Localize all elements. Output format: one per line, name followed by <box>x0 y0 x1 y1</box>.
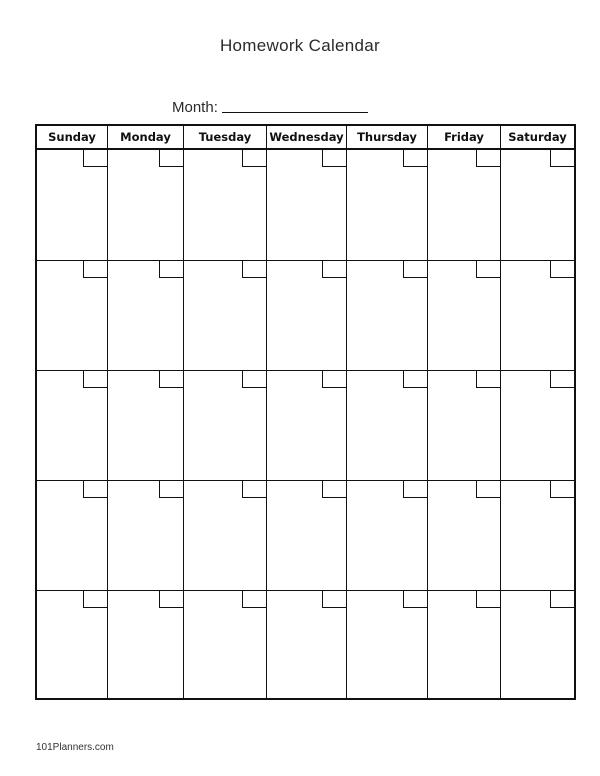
date-number-box[interactable] <box>322 591 346 608</box>
weekday-header-wednesday: Wednesday <box>266 126 346 148</box>
weekday-header-monday: Monday <box>107 126 183 148</box>
day-cell[interactable] <box>266 371 346 480</box>
footer-source: 101Planners.com <box>36 742 114 753</box>
date-number-box[interactable] <box>83 371 107 388</box>
day-cell[interactable] <box>107 481 183 590</box>
day-cell[interactable] <box>500 261 574 370</box>
weekday-header-tuesday: Tuesday <box>183 126 266 148</box>
day-cell[interactable] <box>500 150 574 260</box>
date-number-box[interactable] <box>83 591 107 608</box>
weekday-header-friday: Friday <box>427 126 500 148</box>
week-row <box>37 370 574 480</box>
page-title: Homework Calendar <box>219 36 381 55</box>
day-cell[interactable] <box>346 371 427 480</box>
date-number-box[interactable] <box>322 481 346 498</box>
date-number-box[interactable] <box>242 150 266 167</box>
day-cell[interactable] <box>346 150 427 260</box>
day-cell[interactable] <box>266 261 346 370</box>
date-number-box[interactable] <box>403 481 427 498</box>
week-row <box>37 260 574 370</box>
date-number-box[interactable] <box>322 371 346 388</box>
date-number-box[interactable] <box>159 481 183 498</box>
day-cell[interactable] <box>500 591 574 698</box>
date-number-box[interactable] <box>159 150 183 167</box>
calendar-grid <box>35 124 576 700</box>
day-cell[interactable] <box>37 481 107 590</box>
weekday-header-thursday: Thursday <box>346 126 427 148</box>
day-cell[interactable] <box>427 371 500 480</box>
day-cell[interactable] <box>500 371 574 480</box>
day-cell[interactable] <box>183 261 266 370</box>
day-cell[interactable] <box>427 150 500 260</box>
date-number-box[interactable] <box>242 261 266 278</box>
day-cell[interactable] <box>183 150 266 260</box>
date-number-box[interactable] <box>550 371 574 388</box>
day-cell[interactable] <box>183 481 266 590</box>
day-cell[interactable] <box>107 150 183 260</box>
day-cells-grid <box>37 150 574 698</box>
day-cell[interactable] <box>266 481 346 590</box>
date-number-box[interactable] <box>476 150 500 167</box>
date-number-box[interactable] <box>550 481 574 498</box>
day-cell[interactable] <box>346 261 427 370</box>
day-cell[interactable] <box>37 150 107 260</box>
day-cell[interactable] <box>427 261 500 370</box>
day-cell[interactable] <box>107 371 183 480</box>
date-number-box[interactable] <box>476 591 500 608</box>
day-cell[interactable] <box>107 591 183 698</box>
day-cell[interactable] <box>183 371 266 480</box>
date-number-box[interactable] <box>550 591 574 608</box>
date-number-box[interactable] <box>403 150 427 167</box>
date-number-box[interactable] <box>403 261 427 278</box>
day-cell[interactable] <box>183 591 266 698</box>
week-row <box>37 480 574 590</box>
day-cell[interactable] <box>37 261 107 370</box>
date-number-box[interactable] <box>159 371 183 388</box>
month-label: Month: <box>172 99 218 116</box>
day-cell[interactable] <box>346 481 427 590</box>
date-number-box[interactable] <box>242 481 266 498</box>
day-cell[interactable] <box>500 481 574 590</box>
day-cell[interactable] <box>266 591 346 698</box>
date-number-box[interactable] <box>550 150 574 167</box>
date-number-box[interactable] <box>322 261 346 278</box>
weekday-header-row <box>37 126 574 150</box>
day-cell[interactable] <box>427 481 500 590</box>
date-number-box[interactable] <box>403 591 427 608</box>
date-number-box[interactable] <box>242 371 266 388</box>
date-number-box[interactable] <box>83 481 107 498</box>
week-row <box>37 590 574 698</box>
day-cell[interactable] <box>37 591 107 698</box>
date-number-box[interactable] <box>159 591 183 608</box>
month-field <box>172 96 368 116</box>
date-number-box[interactable] <box>322 150 346 167</box>
day-cell[interactable] <box>37 371 107 480</box>
day-cell[interactable] <box>266 150 346 260</box>
weekday-header-sunday: Sunday <box>48 130 96 144</box>
date-number-box[interactable] <box>242 591 266 608</box>
date-number-box[interactable] <box>476 481 500 498</box>
day-cell[interactable] <box>427 591 500 698</box>
week-row <box>37 150 574 260</box>
day-cell[interactable] <box>346 591 427 698</box>
month-blank-line <box>222 112 368 113</box>
date-number-box[interactable] <box>83 150 107 167</box>
date-number-box[interactable] <box>83 261 107 278</box>
date-number-box[interactable] <box>550 261 574 278</box>
day-cell[interactable] <box>107 261 183 370</box>
date-number-box[interactable] <box>159 261 183 278</box>
date-number-box[interactable] <box>476 261 500 278</box>
weekday-header-saturday: Saturday <box>500 126 574 148</box>
date-number-box[interactable] <box>403 371 427 388</box>
date-number-box[interactable] <box>476 371 500 388</box>
